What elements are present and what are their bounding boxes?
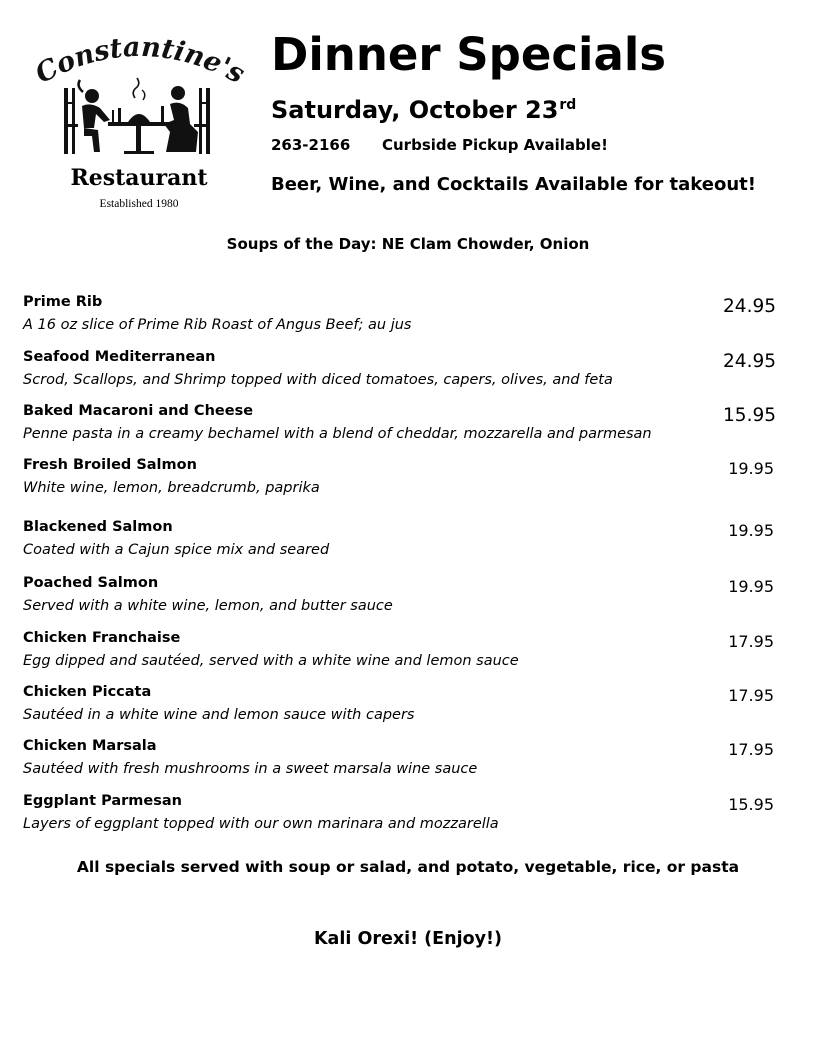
item-price: 24.95	[723, 296, 776, 317]
item-name: Eggplant Parmesan	[23, 793, 182, 809]
enjoy-message: Kali Orexi! (Enjoy!)	[313, 929, 502, 949]
item-description: Scrod, Scallops, and Shrimp topped with diced tomatoes, capers, olives, and feta	[23, 372, 613, 388]
item-price: 17.95	[728, 740, 774, 759]
item-description: Coated with a Cajun spice mix and seared	[23, 542, 330, 558]
item-price: 24.95	[723, 351, 776, 372]
item-description: A 16 oz slice of Prime Rib Roast of Angus Beef; au jus	[23, 317, 412, 333]
item-description: Penne pasta in a creamy bechamel with a blend of cheddar, mozzarella and parmesan	[23, 426, 652, 442]
item-name: Blackened Salmon	[23, 519, 173, 535]
item-description: Sautéed in a white wine and lemon sauce with capers	[23, 707, 415, 723]
item-price: 19.95	[728, 577, 774, 596]
date-text: Saturday, October 23	[271, 96, 559, 124]
item-name: Seafood Mediterranean	[23, 349, 216, 365]
dining-couple-icon	[64, 78, 210, 154]
logo-restaurant-text: Restaurant	[70, 165, 208, 191]
item-name: Chicken Franchaise	[23, 630, 181, 646]
item-name: Prime Rib	[23, 294, 103, 310]
item-price: 17.95	[728, 632, 774, 651]
soups-of-the-day: Soups of the Day: NE Clam Chowder, Onion	[226, 235, 590, 253]
logo-artwork	[28, 28, 250, 163]
item-price: 19.95	[728, 459, 774, 478]
logo-established-text: Established 1980	[99, 198, 179, 210]
item-name: Chicken Piccata	[23, 684, 152, 700]
page-title: Dinner Specials	[271, 28, 667, 81]
item-price: 17.95	[728, 686, 774, 705]
takeout-notice: Beer, Wine, and Cocktails Available for takeout!	[271, 174, 756, 195]
item-description: Sautéed with fresh mushrooms in a sweet marsala wine sauce	[23, 761, 478, 777]
item-description: White wine, lemon, breadcrumb, paprika	[23, 480, 320, 496]
item-description: Served with a white wine, lemon, and butter sauce	[23, 598, 393, 614]
phone-number: 263-2166	[271, 136, 351, 154]
curbside-notice: Curbside Pickup Available!	[382, 136, 608, 154]
item-price: 19.95	[728, 521, 774, 540]
item-price: 15.95	[728, 795, 774, 814]
restaurant-logo	[28, 28, 250, 218]
item-name: Chicken Marsala	[23, 738, 157, 754]
item-description: Layers of eggplant topped with our own marinara and mozzarella	[23, 816, 499, 832]
item-name: Poached Salmon	[23, 575, 159, 591]
date-suffix: rd	[559, 97, 577, 113]
item-name: Baked Macaroni and Cheese	[23, 403, 254, 419]
specials-date	[271, 96, 576, 124]
item-price: 15.95	[723, 405, 776, 426]
logo-name-text: Constantine's	[30, 31, 250, 91]
sides-note: All specials served with soup or salad, and potato, vegetable, rice, or pasta	[76, 858, 740, 876]
item-description: Egg dipped and sautéed, served with a white wine and lemon sauce	[23, 653, 519, 669]
item-name: Fresh Broiled Salmon	[23, 457, 197, 473]
